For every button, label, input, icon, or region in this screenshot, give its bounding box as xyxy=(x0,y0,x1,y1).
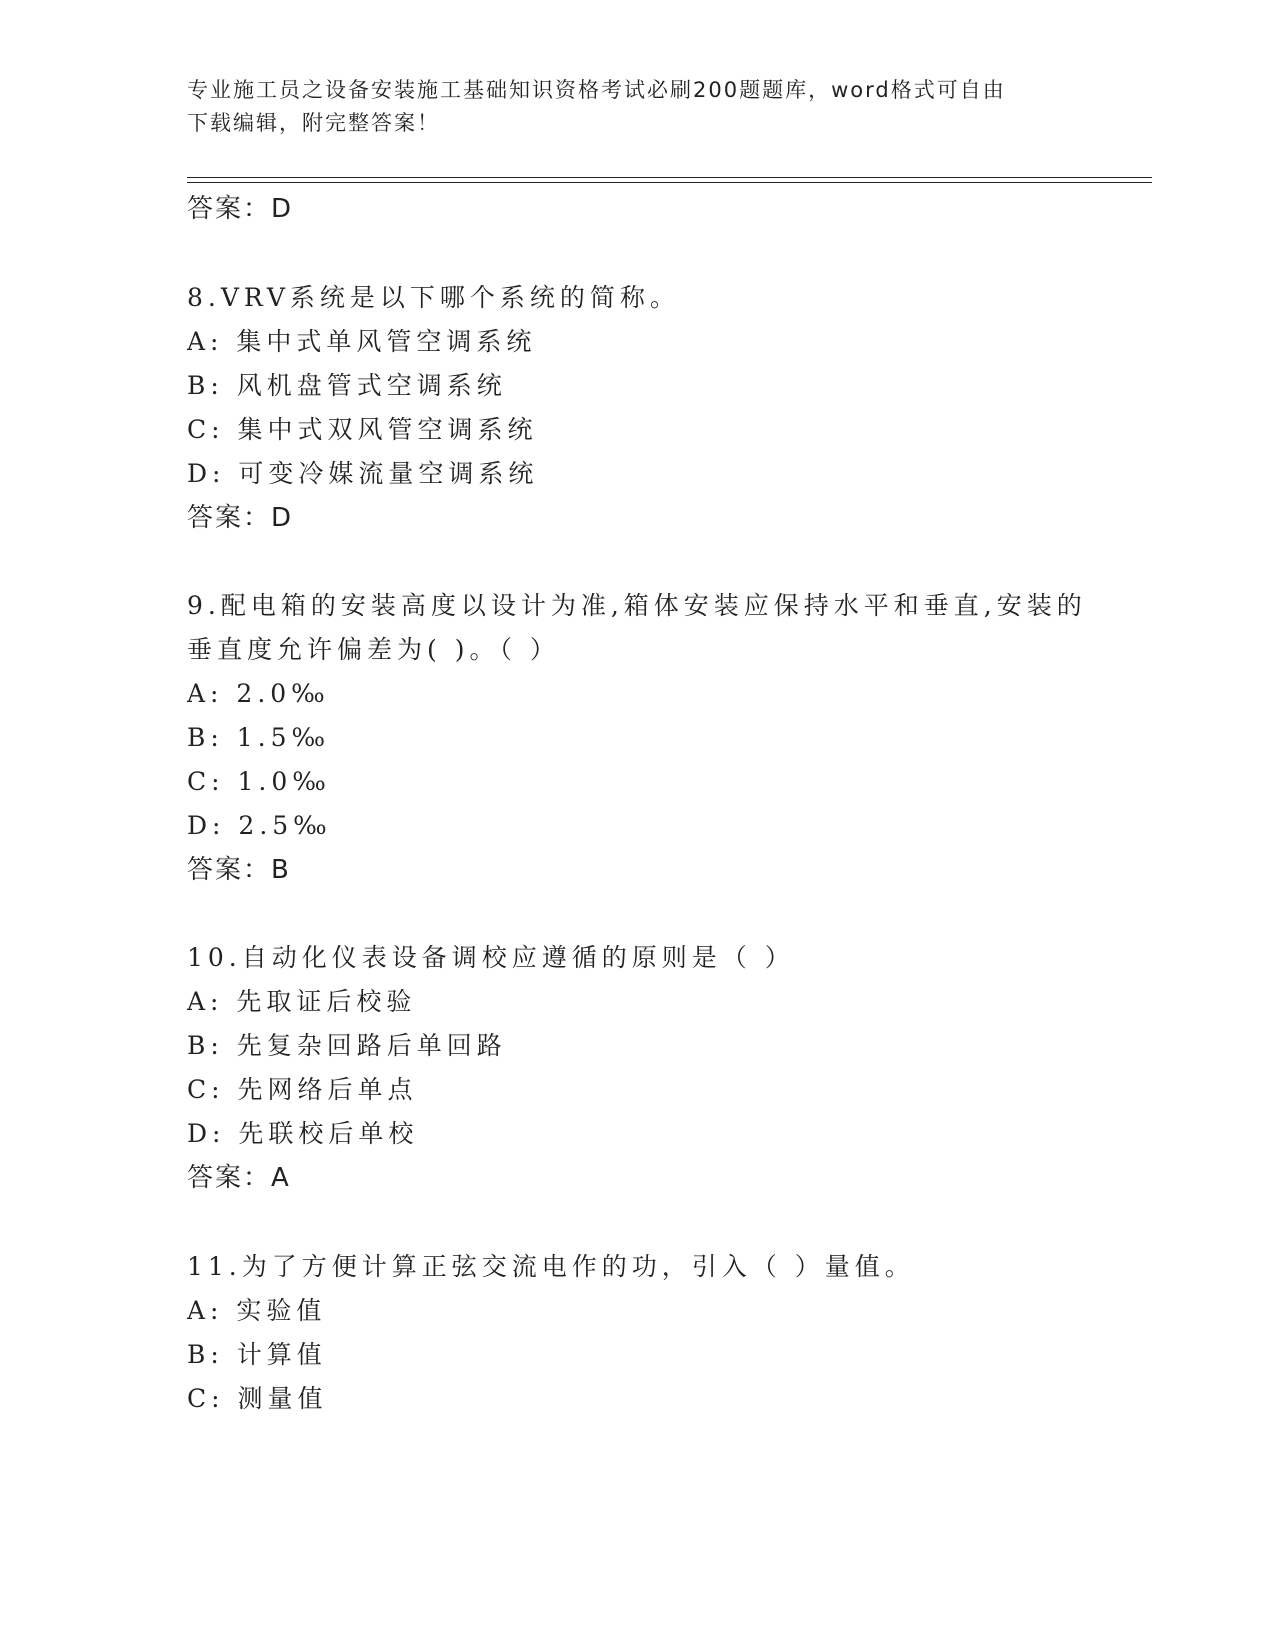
question-10-answer: 答案：A xyxy=(187,1163,291,1193)
question-9-stem-line-2: 垂直度允许偏差为( )。（ ） xyxy=(187,635,560,664)
question-9-stem-line-1: 9.配电箱的安装高度以设计为准,箱体安装应保持水平和垂直,安装的 xyxy=(187,591,1087,620)
header-line-1: 专业施工员之设备安装施工基础知识资格考试必刷200题题库，word格式可自由 xyxy=(187,78,1006,102)
question-10-stem: 10.自动化仪表设备调校应遵循的原则是（ ） xyxy=(187,943,795,972)
question-11-option-b: B: 计算值 xyxy=(187,1340,327,1369)
header-line-2: 下载编辑，附完整答案！ xyxy=(187,111,440,135)
previous-answer: 答案：D xyxy=(187,194,294,224)
question-11-option-a: A: 实验值 xyxy=(187,1296,327,1325)
question-9-answer: 答案：B xyxy=(187,855,291,885)
question-8-stem: 8.VRV系统是以下哪个系统的简称。 xyxy=(187,283,680,312)
header-divider-top xyxy=(187,177,1152,178)
question-10-option-c: C: 先网络后单点 xyxy=(187,1075,418,1104)
question-10-option-a: A: 先取证后校验 xyxy=(187,987,417,1016)
document-header xyxy=(187,74,1087,140)
question-9-option-c: C: 1.0‰ xyxy=(187,767,331,796)
question-11-option-c: C: 测量值 xyxy=(187,1384,328,1413)
question-10-option-b: B: 先复杂回路后单回路 xyxy=(187,1031,507,1060)
question-8-option-d: D: 可变冷媒流量空调系统 xyxy=(187,459,539,488)
question-9-option-b: B: 1.5‰ xyxy=(187,723,331,752)
question-8-option-b: B: 风机盘管式空调系统 xyxy=(187,371,507,400)
question-10-option-d: D: 先联校后单校 xyxy=(187,1119,419,1148)
question-9-option-d: D: 2.5‰ xyxy=(187,811,332,840)
question-8-option-a: A: 集中式单风管空调系统 xyxy=(187,327,537,356)
question-11-stem: 11.为了方便计算正弦交流电作的功，引入（ ）量值。 xyxy=(187,1252,915,1281)
question-9-option-a: A: 2.0‰ xyxy=(187,679,330,708)
question-8-option-c: C: 集中式双风管空调系统 xyxy=(187,415,538,444)
question-8-answer: 答案：D xyxy=(187,503,294,533)
header-divider-bottom xyxy=(187,182,1152,183)
